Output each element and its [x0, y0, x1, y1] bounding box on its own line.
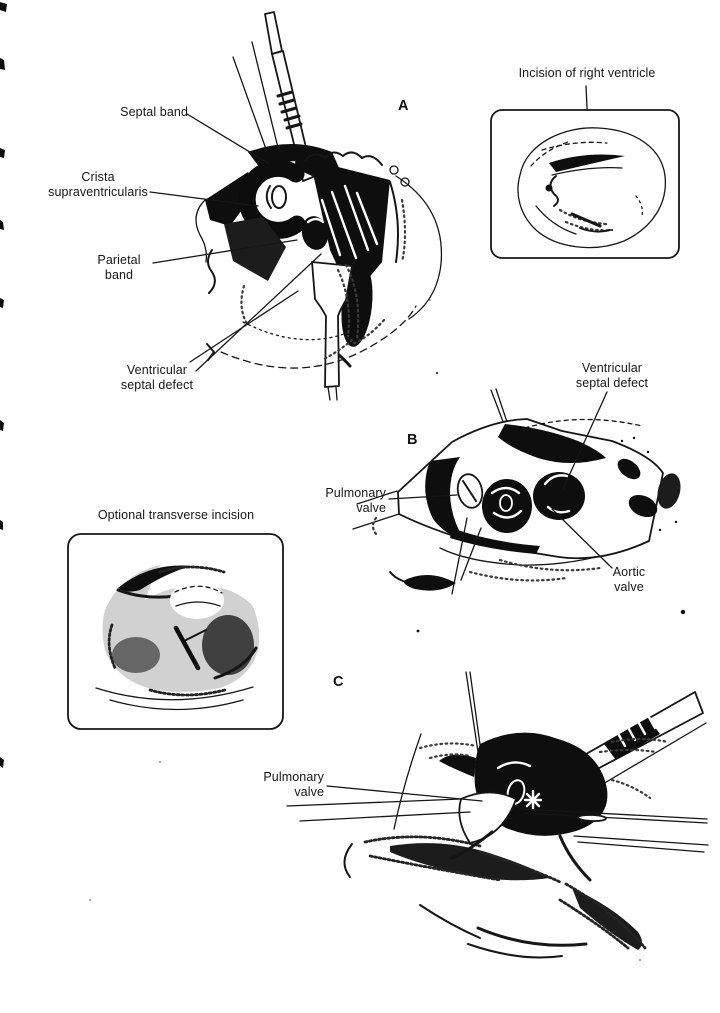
label-parietal-band: Parietal band [97, 253, 141, 282]
figure-b-artwork [353, 389, 684, 594]
figure-c-artwork [287, 672, 708, 958]
inset-left-artwork [68, 534, 283, 729]
label-pulmonary-valve-c: Pulmonary valve [263, 770, 324, 799]
figure-b-letter: B [407, 432, 418, 448]
caption-incision-right-ventricle: Incision of right ventricle [518, 66, 656, 80]
figure-a-artwork [150, 12, 441, 400]
label-aortic-valve: Aortic valve [612, 565, 646, 594]
heart-c [439, 733, 607, 843]
label-ventricular-septal-defect-b: Ventricular septal defect [575, 361, 649, 390]
label-ventricular-septal-defect-a: Ventricular septal defect [120, 363, 194, 392]
figure-c-letter: C [333, 674, 344, 690]
label-pulmonary-valve-b: Pulmonary valve [325, 486, 386, 515]
caption-optional-transverse-incision: Optional transverse incision [97, 508, 255, 522]
inset-top-right-artwork [491, 86, 679, 258]
figure-a-letter: A [398, 98, 409, 114]
label-septal-band: Septal band [120, 105, 188, 119]
label-crista-supraventricularis: Crista supraventricularis [48, 170, 148, 199]
opened-right-ventricle [196, 144, 409, 298]
star-highlight [525, 791, 541, 809]
